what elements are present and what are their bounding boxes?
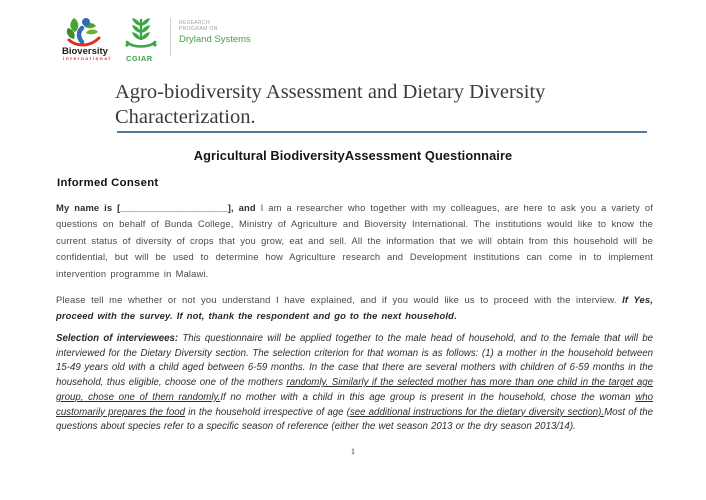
selection-text-c: in the household irrespective of age: [185, 406, 347, 418]
consent-paragraph-2-period: .: [454, 310, 457, 322]
cgiar-icon: [124, 16, 158, 54]
consent-paragraph-1-text: I am a researcher who together with my colleagues, are here to ask you a variety of questions on behalf of Bunda College, Ministry of Agriculture and Bioversity International. The institutions would like to know the current status of diversity of crops that you grow, eat and sell. All the information that we will obtain from this household will be confidential, but will be used to determine how Agriculture research and Development institutions can come in to implement intervention programme in Malawi.: [56, 202, 653, 279]
logo-bar: [62, 16, 251, 66]
selection-lead-label: Selection of interviewees:: [56, 333, 183, 344]
bioversity-wordmark: Bioversity: [62, 46, 108, 57]
selection-text-d: Most of the questions about species refer to a specific season of reference (either the wet season 2013 or the dry season 2013/14).: [56, 406, 653, 433]
selection-text-b: If no mother with a child in this age group is present in the household, chose the woman: [220, 391, 636, 403]
consent-paragraph-1: [56, 200, 653, 282]
selection-paragraph: [56, 332, 653, 435]
logo-divider: [170, 18, 171, 56]
selection-underlined-3: (see additional instructions for the dietary diversity section).: [346, 406, 605, 418]
consent-paragraph-2: [56, 292, 653, 325]
bioversity-icon: [62, 16, 106, 48]
bioversity-logo: [62, 16, 118, 64]
title-underline-rule: [117, 131, 647, 133]
page-number: 1: [350, 446, 356, 456]
bioversity-international-label: international: [63, 56, 112, 61]
cgiar-wordmark: CGIAR: [126, 54, 153, 63]
dryland-systems-label: Dryland Systems: [179, 34, 251, 45]
consent-paragraph-2-text: Please tell me whether or not you understand I have explained, and if you would like us to proceed with the interview.: [56, 294, 623, 305]
document-title: [115, 80, 650, 130]
cgiar-logo: [124, 16, 160, 64]
title-line-2: Characterization.: [115, 106, 256, 128]
research-program-line2: PROGRAM ON: [179, 26, 218, 32]
informed-consent-heading: Informed Consent: [57, 177, 159, 189]
consent-instruction-bold: If Yes, proceed with the survey. If not, thank the respondent and go to the next household: [56, 294, 653, 322]
selection-underlined-2: who customarily prepares the food: [56, 391, 653, 418]
title-line-1: Agro-biodiversity Assessment and Dietary Diversity: [115, 81, 546, 103]
research-program-line1: RESEARCH: [179, 20, 210, 26]
dryland-systems-logo: [179, 16, 251, 45]
selection-text-a: This questionnaire will be applied together to the male head of household, and to the female that will be interviewed for the Dietary Diversity section. The selection criterion for that woman is as follows: (1) a mother in the household between 15-49 years old with a child aged between 6-59 months. In the case that there are several mothers with children of 6-59 months in the household, thus eligible, choose one of the mothers: [56, 333, 653, 389]
consent-name-blank: My name is [____________________], and: [56, 202, 261, 213]
selection-underlined-1: randomly. Similarly if the selected mother has more than one child in the target age group, chose one of them randomly.: [56, 377, 653, 403]
questionnaire-subtitle: Agricultural BiodiversityAssessment Questionnaire: [193, 148, 513, 163]
